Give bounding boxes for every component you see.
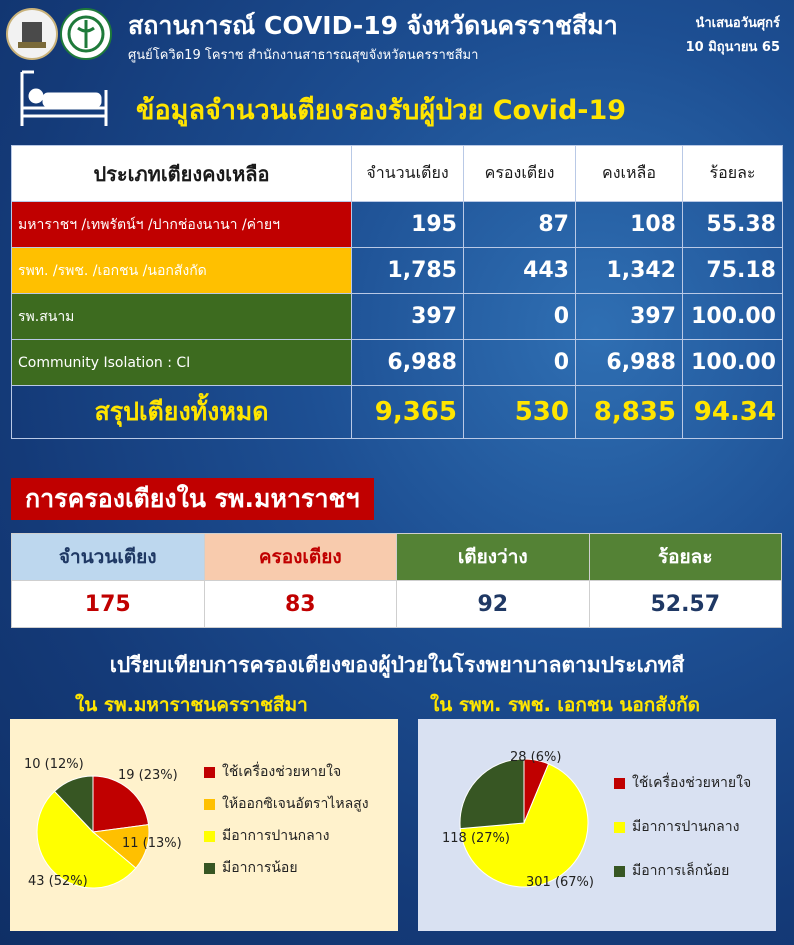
- header-remaining: คงเหลือ: [576, 146, 683, 202]
- right-chart-panel: [418, 719, 776, 931]
- header-occupied: ครองเตียง: [464, 146, 576, 202]
- occ-value-occupied: 83: [204, 581, 397, 628]
- occ-value-percent: 52.57: [589, 581, 782, 628]
- section-title: ข้อมูลจำนวนเตียงรองรับผู้ป่วย Covid-19: [136, 95, 627, 126]
- legend-swatch: [614, 778, 625, 789]
- page-subtitle: ศูนย์โควิด19 โคราช สำนักงานสาธารณสุขจังหวัดนครราชสีมา: [128, 48, 479, 63]
- legend-item: [614, 805, 751, 849]
- row-beds: 195: [352, 202, 464, 248]
- ministry-health-logo: [60, 8, 112, 60]
- occ-value-vacant: 92: [397, 581, 590, 628]
- hospital-bed-icon: [14, 68, 114, 130]
- legend-item: [614, 849, 751, 893]
- row-label: รพ.สนาม: [12, 294, 352, 340]
- header-bed-type: ประเภทเตียงคงเหลือ: [12, 146, 352, 202]
- row-label: Community Isolation : CI: [12, 340, 352, 386]
- slice-label: 10 (12%): [24, 757, 84, 772]
- row-percent: 75.18: [683, 248, 783, 294]
- legend-label: มีอาการปานกลาง: [222, 828, 330, 844]
- row-percent: 100.00: [683, 294, 783, 340]
- left-legend: [204, 756, 369, 884]
- bed-table: [11, 145, 783, 439]
- legend-item: [204, 852, 369, 884]
- slice-label: 118 (27%): [442, 831, 510, 846]
- table-row: [12, 248, 783, 294]
- page-title: สถานการณ์ COVID-19 จังหวัดนครราชสีมา: [128, 11, 618, 40]
- legend-swatch: [614, 866, 625, 877]
- row-label: มหาราชฯ /เทพรัตน์ฯ /ปากช่องนานา /ค่ายฯ: [12, 202, 352, 248]
- legend-item: [204, 788, 369, 820]
- total-percent: 94.34: [683, 386, 783, 439]
- row-beds: 1,785: [352, 248, 464, 294]
- slice-label: 19 (23%): [118, 768, 178, 783]
- legend-label: ให้ออกซิเจนอัตราไหลสูง: [222, 796, 369, 812]
- pie-chart-left: [15, 724, 215, 924]
- row-occupied: 0: [464, 294, 576, 340]
- row-label: รพท. /รพช. /เอกชน /นอกสังกัด: [12, 248, 352, 294]
- slice-label: 301 (67%): [526, 875, 594, 890]
- bed-table-header: [12, 146, 783, 202]
- report-date: 10 มิถุนายน 65: [685, 40, 780, 55]
- pie-slice: [460, 759, 524, 829]
- row-beds: 6,988: [352, 340, 464, 386]
- legend-swatch: [614, 822, 625, 833]
- left-chart-title: ใน รพ.มหาราชนครราชสีมา: [75, 694, 308, 716]
- row-remaining: 397: [576, 294, 683, 340]
- occupancy-title: การครองเตียงใน รพ.มหาราชฯ: [11, 478, 374, 520]
- legend-item: [204, 756, 369, 788]
- legend-swatch: [204, 767, 215, 778]
- pie-slice: [93, 776, 149, 832]
- legend-item: [614, 761, 751, 805]
- legend-item: [204, 820, 369, 852]
- province-seal-logo: [6, 8, 58, 60]
- total-label: สรุปเตียงทั้งหมด: [12, 386, 352, 439]
- row-remaining: 108: [576, 202, 683, 248]
- header-beds: จำนวนเตียง: [352, 146, 464, 202]
- total-occupied: 530: [464, 386, 576, 439]
- legend-label: มีอาการเล็กน้อย: [632, 863, 730, 879]
- presented-label: นำเสนอวันศุกร์: [695, 16, 780, 31]
- row-percent: 100.00: [683, 340, 783, 386]
- legend-label: ใช้เครื่องช่วยหายใจ: [222, 764, 342, 780]
- total-row: [12, 386, 783, 439]
- row-remaining: 6,988: [576, 340, 683, 386]
- legend-label: ใช้เครื่องช่วยหายใจ: [632, 775, 752, 791]
- comparison-title: เปรียบเทียบการครองเตียงของผู้ป่วยในโรงพยาบาลตามประเภทสี: [109, 653, 685, 677]
- row-remaining: 1,342: [576, 248, 683, 294]
- occ-header-percent: ร้อยละ: [589, 534, 782, 581]
- table-row: [12, 202, 783, 248]
- right-chart-title: ใน รพท. รพช. เอกชน นอกสังกัด: [430, 694, 700, 716]
- legend-label: มีอาการปานกลาง: [632, 819, 740, 835]
- slice-label: 43 (52%): [28, 874, 88, 889]
- occ-header-beds: จำนวนเตียง: [12, 534, 205, 581]
- legend-label: มีอาการน้อย: [222, 860, 298, 876]
- row-beds: 397: [352, 294, 464, 340]
- row-occupied: 443: [464, 248, 576, 294]
- right-legend: [614, 761, 751, 893]
- left-chart-panel: [10, 719, 398, 931]
- slice-label: 28 (6%): [510, 750, 562, 765]
- header-percent: ร้อยละ: [683, 146, 783, 202]
- row-percent: 55.38: [683, 202, 783, 248]
- table-row: [12, 294, 783, 340]
- legend-swatch: [204, 863, 215, 874]
- legend-swatch: [204, 799, 215, 810]
- total-remaining: 8,835: [576, 386, 683, 439]
- occ-header-vacant: เตียงว่าง: [397, 534, 590, 581]
- table-row: [12, 340, 783, 386]
- row-occupied: 87: [464, 202, 576, 248]
- occ-value-beds: 175: [12, 581, 205, 628]
- total-beds: 9,365: [352, 386, 464, 439]
- occupancy-table: [11, 533, 782, 628]
- row-occupied: 0: [464, 340, 576, 386]
- legend-swatch: [204, 831, 215, 842]
- slice-label: 11 (13%): [122, 836, 182, 851]
- occ-header-occupied: ครองเตียง: [204, 534, 397, 581]
